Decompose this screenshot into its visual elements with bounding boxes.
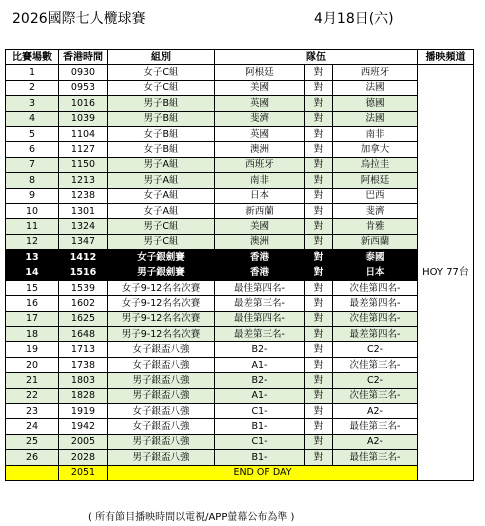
channel-cell: HOY 77台 [418, 65, 474, 481]
vs-cell: 對 [305, 219, 333, 234]
table-row [6, 219, 474, 234]
group-cell: 女子C組 [108, 80, 215, 95]
table-row [6, 234, 474, 249]
team2-cell: 次佳第三名- [333, 388, 418, 403]
match-no-cell: 21 [6, 373, 59, 388]
time-cell: 1301 [59, 203, 108, 218]
time-cell: 1238 [59, 188, 108, 203]
table-row [6, 296, 474, 311]
end-row-empty-cell [6, 465, 59, 480]
table-row [6, 173, 474, 188]
vs-cell: 對 [305, 327, 333, 342]
match-no-cell: 17 [6, 311, 59, 326]
team1-cell: 香港 [215, 250, 305, 265]
vs-cell: 對 [305, 265, 333, 280]
match-no-cell: 7 [6, 157, 59, 172]
page-date: 4月18日(六) [314, 11, 394, 27]
table-row [6, 96, 474, 111]
team2-cell: 法國 [333, 111, 418, 126]
team2-cell: 泰國 [333, 250, 418, 265]
group-cell: 男子銀盃八強 [108, 450, 215, 465]
header-hk-time: 香港時間 [59, 50, 108, 65]
time-cell: 1539 [59, 280, 108, 295]
table-row [6, 80, 474, 95]
table-row [6, 388, 474, 403]
vs-cell: 對 [305, 434, 333, 449]
table-row [6, 157, 474, 172]
group-cell: 女子9-12名名次賽 [108, 280, 215, 295]
time-cell: 1828 [59, 388, 108, 403]
team1-cell: 南非 [215, 173, 305, 188]
group-cell: 女子A組 [108, 188, 215, 203]
group-cell: 女子9-12名名次賽 [108, 296, 215, 311]
time-cell: 1324 [59, 219, 108, 234]
table-row [6, 142, 474, 157]
team2-cell: 次佳第四名- [333, 280, 418, 295]
team2-cell: 西班牙 [333, 65, 418, 80]
group-cell: 男子9-12名名次賽 [108, 311, 215, 326]
time-cell: 1648 [59, 327, 108, 342]
team2-cell: 最佳第三名- [333, 419, 418, 434]
vs-cell: 對 [305, 342, 333, 357]
team1-cell: 最差第三名- [215, 327, 305, 342]
team2-cell: 阿根廷 [333, 173, 418, 188]
team2-cell: 次佳第四名- [333, 311, 418, 326]
time-cell: 1602 [59, 296, 108, 311]
match-no-cell: 12 [6, 234, 59, 249]
time-cell: 1127 [59, 142, 108, 157]
header-teams: 隊伍 [215, 50, 418, 65]
vs-cell: 對 [305, 157, 333, 172]
table-row [6, 188, 474, 203]
vs-cell: 對 [305, 450, 333, 465]
time-cell: 0930 [59, 65, 108, 80]
table-row [6, 342, 474, 357]
group-cell: 男子銀劍賽 [108, 265, 215, 280]
team2-cell: 德國 [333, 96, 418, 111]
schedule-table [5, 49, 474, 481]
time-cell: 1213 [59, 173, 108, 188]
time-cell: 2005 [59, 434, 108, 449]
header-group: 組別 [108, 50, 215, 65]
match-no-cell: 13 [6, 250, 59, 265]
team2-cell: A2- [333, 403, 418, 418]
team1-cell: A1- [215, 357, 305, 372]
vs-cell: 對 [305, 173, 333, 188]
match-no-cell: 10 [6, 203, 59, 218]
match-no-cell: 5 [6, 126, 59, 141]
group-cell: 男子B組 [108, 111, 215, 126]
group-cell: 男子C組 [108, 219, 215, 234]
group-cell: 男子A組 [108, 157, 215, 172]
team2-cell: A2- [333, 434, 418, 449]
team2-cell: 新西蘭 [333, 234, 418, 249]
group-cell: 男子銀盃八強 [108, 373, 215, 388]
team2-cell: 加拿大 [333, 142, 418, 157]
end-of-day-row [6, 465, 474, 480]
table-row [6, 65, 474, 80]
vs-cell: 對 [305, 142, 333, 157]
team1-cell: C1- [215, 434, 305, 449]
team2-cell: 烏拉圭 [333, 157, 418, 172]
team1-cell: 澳洲 [215, 142, 305, 157]
vs-cell: 對 [305, 111, 333, 126]
team1-cell: 最佳第四名- [215, 280, 305, 295]
match-no-cell: 1 [6, 65, 59, 80]
time-cell: 1516 [59, 265, 108, 280]
team1-cell: C1- [215, 403, 305, 418]
match-no-cell: 16 [6, 296, 59, 311]
group-cell: 男子銀盃八強 [108, 434, 215, 449]
vs-cell: 對 [305, 388, 333, 403]
table-row [6, 311, 474, 326]
time-cell: 1150 [59, 157, 108, 172]
team1-cell: 日本 [215, 188, 305, 203]
team2-cell: 最佳第三名- [333, 450, 418, 465]
vs-cell: 對 [305, 311, 333, 326]
group-cell: 女子銀盃八強 [108, 342, 215, 357]
match-no-cell: 22 [6, 388, 59, 403]
team1-cell: B2- [215, 342, 305, 357]
end-row-time-cell: 2051 [59, 465, 108, 480]
table-row [6, 111, 474, 126]
table-row [6, 203, 474, 218]
vs-cell: 對 [305, 280, 333, 295]
time-cell: 1039 [59, 111, 108, 126]
time-cell: 1016 [59, 96, 108, 111]
match-no-cell: 11 [6, 219, 59, 234]
team1-cell: 香港 [215, 265, 305, 280]
team2-cell: 肯雅 [333, 219, 418, 234]
group-cell: 男子銀盃八強 [108, 388, 215, 403]
team2-cell: 次佳第三名- [333, 357, 418, 372]
team1-cell: A1- [215, 388, 305, 403]
time-cell: 1104 [59, 126, 108, 141]
team1-cell: 西班牙 [215, 157, 305, 172]
vs-cell: 對 [305, 250, 333, 265]
team2-cell: 南非 [333, 126, 418, 141]
vs-cell: 對 [305, 203, 333, 218]
vs-cell: 對 [305, 373, 333, 388]
header-match-no: 比賽場數 [6, 50, 59, 65]
time-cell: 1713 [59, 342, 108, 357]
team1-cell: 阿根廷 [215, 65, 305, 80]
group-cell: 男子9-12名名次賽 [108, 327, 215, 342]
team1-cell: 美國 [215, 80, 305, 95]
time-cell: 2028 [59, 450, 108, 465]
page-title: 2026國際七人欖球賽 [12, 11, 146, 27]
match-no-cell: 26 [6, 450, 59, 465]
vs-cell: 對 [305, 80, 333, 95]
team2-cell: 最差第四名- [333, 327, 418, 342]
team2-cell: 法國 [333, 80, 418, 95]
group-cell: 女子銀劍賽 [108, 250, 215, 265]
group-cell: 女子銀盃八強 [108, 419, 215, 434]
match-no-cell: 6 [6, 142, 59, 157]
time-cell: 1347 [59, 234, 108, 249]
vs-cell: 對 [305, 419, 333, 434]
team2-cell: C2- [333, 342, 418, 357]
match-no-cell: 15 [6, 280, 59, 295]
vs-cell: 對 [305, 296, 333, 311]
group-cell: 女子銀盃八強 [108, 403, 215, 418]
match-no-cell: 18 [6, 327, 59, 342]
group-cell: 女子C組 [108, 65, 215, 80]
group-cell: 男子C組 [108, 234, 215, 249]
team1-cell: 最佳第四名- [215, 311, 305, 326]
team1-cell: 澳洲 [215, 234, 305, 249]
match-no-cell: 14 [6, 265, 59, 280]
table-row [6, 250, 474, 265]
match-no-cell: 8 [6, 173, 59, 188]
group-cell: 男子A組 [108, 173, 215, 188]
vs-cell: 對 [305, 403, 333, 418]
team1-cell: 最差第三名- [215, 296, 305, 311]
footer-note: ( 所有節目播映時間以電視/APP螢幕公布為準 ) [88, 512, 295, 523]
team2-cell: 日本 [333, 265, 418, 280]
vs-cell: 對 [305, 357, 333, 372]
match-no-cell: 24 [6, 419, 59, 434]
match-no-cell: 3 [6, 96, 59, 111]
vs-cell: 對 [305, 126, 333, 141]
team1-cell: 新西蘭 [215, 203, 305, 218]
table-row [6, 327, 474, 342]
team2-cell: C2- [333, 373, 418, 388]
group-cell: 女子A組 [108, 203, 215, 218]
table-row [6, 357, 474, 372]
match-no-cell: 9 [6, 188, 59, 203]
team1-cell: B2- [215, 373, 305, 388]
group-cell: 女子B組 [108, 142, 215, 157]
group-cell: 女子B組 [108, 126, 215, 141]
vs-cell: 對 [305, 65, 333, 80]
match-no-cell: 19 [6, 342, 59, 357]
team1-cell: 斐濟 [215, 111, 305, 126]
table-row [6, 450, 474, 465]
schedule-body [6, 65, 474, 481]
team2-cell: 最差第四名- [333, 296, 418, 311]
time-cell: 1803 [59, 373, 108, 388]
match-no-cell: 2 [6, 80, 59, 95]
header-row [6, 50, 474, 65]
table-row [6, 434, 474, 449]
table-row [6, 280, 474, 295]
vs-cell: 對 [305, 188, 333, 203]
time-cell: 1412 [59, 250, 108, 265]
team1-cell: B1- [215, 450, 305, 465]
team1-cell: 英國 [215, 126, 305, 141]
time-cell: 0953 [59, 80, 108, 95]
time-cell: 1942 [59, 419, 108, 434]
group-cell: 男子B組 [108, 96, 215, 111]
team2-cell: 巴西 [333, 188, 418, 203]
time-cell: 1738 [59, 357, 108, 372]
team1-cell: 美國 [215, 219, 305, 234]
table-row [6, 265, 474, 280]
table-row [6, 126, 474, 141]
vs-cell: 對 [305, 96, 333, 111]
match-no-cell: 20 [6, 357, 59, 372]
match-no-cell: 25 [6, 434, 59, 449]
time-cell: 1919 [59, 403, 108, 418]
vs-cell: 對 [305, 234, 333, 249]
table-row [6, 419, 474, 434]
group-cell: 女子銀盃八強 [108, 357, 215, 372]
team2-cell: 斐濟 [333, 203, 418, 218]
match-no-cell: 23 [6, 403, 59, 418]
team1-cell: 英國 [215, 96, 305, 111]
end-row-label-cell: END OF DAY [108, 465, 418, 480]
header-channel: 播映頻道 [418, 50, 474, 65]
table-row [6, 373, 474, 388]
time-cell: 1625 [59, 311, 108, 326]
team1-cell: B1- [215, 419, 305, 434]
table-row [6, 403, 474, 418]
match-no-cell: 4 [6, 111, 59, 126]
